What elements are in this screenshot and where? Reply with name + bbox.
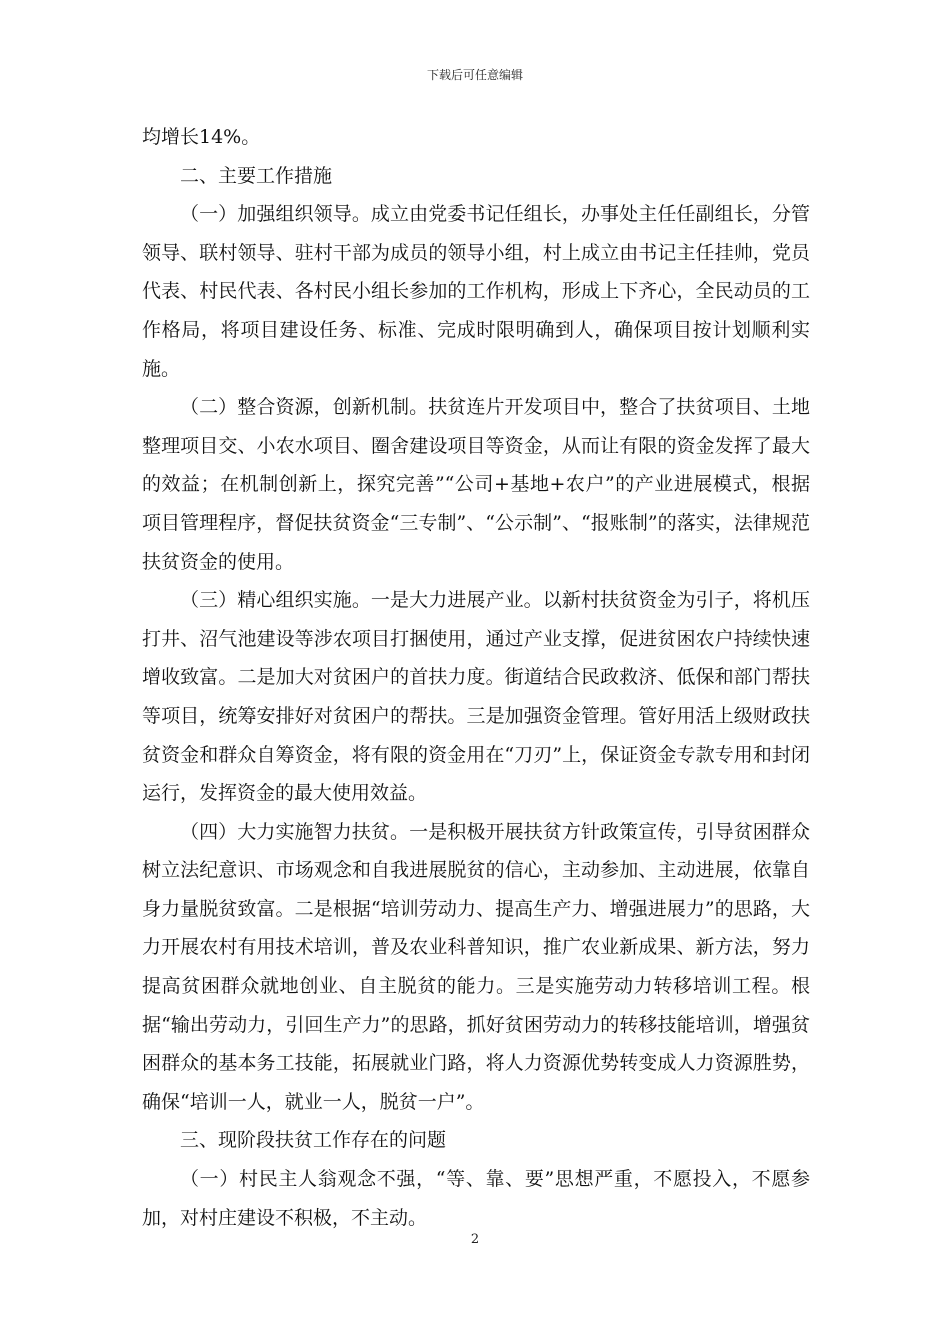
page-header: 下载后可任意编辑 — [426, 68, 523, 82]
section-heading: 二、主要工作措施 — [180, 164, 333, 187]
page-number: 2 — [470, 1232, 480, 1247]
paragraph: （三）精心组织实施。一是大力进展产业。以新村扶贫资金为引子，将机压打井、沼气池建设等涉农项目打捆使用，通过产业支撑，促进贫困农户持续快速增收致富。二是加大对贫困户的首扶力度。街道结合民政救济、低保和部门帮扶等项目，统筹安排好对贫困户的帮扶。三是加强资金管理。管好用活上级财政扶贫资金和群众自筹资金，将有限的资金用在“刀刃”上，保证资金专款专用和封闭运行，发挥资金的最大使用效益。 — [142, 589, 810, 805]
paragraph: （一）加强组织领导。成立由党委书记任组长，办事处主任任副组长，分管领导、联村领导、驻村干部为成员的领导小组，村上成立由书记主任挂帅，党员代表、村民代表、各村民小组长参加的工作机构，形成上下齐心，全民动员的工作格局，将项目建设任务、标准、完成时限明确到人，确保项目按计划顺利实施。 — [142, 203, 810, 380]
paragraph: 均增长14%。 — [142, 126, 261, 148]
paragraph: （一）村民主人翁观念不强，“等、靠、要”思想严重，不愿投入，不愿参加，对村庄建设不积极，不主动。 — [142, 1168, 810, 1229]
body-text — [142, 118, 810, 1237]
section-heading: 三、现阶段扶贫工作存在的问题 — [180, 1129, 447, 1152]
paragraph: （四）大力实施智力扶贫。一是积极开展扶贫方针政策宣传，引导贫困群众树立法纪意识、市场观念和自我进展脱贫的信心，主动参加、主动进展，依靠自身力量脱贫致富。二是根据“培训劳动力、提高生产力、增强进展力”的思路，大力开展农村有用技术培训，普及农业科普知识，推广农业新成果、新方法，努力提高贫困群众就地创业、自主脱贫的能力。三是实施劳动力转移培训工程。根据“输出劳动力，引回生产力”的思路，抓好贫困劳动力的转移技能培训，增强贫困群众的基本务工技能，拓展就业门路，将人力资源优势转变成人力资源胜势，确保“培训一人，就业一人，脱贫一户”。 — [142, 820, 810, 1113]
paragraph: （二）整合资源，创新机制。扶贫连片开发项目中，整合了扶贫项目、土地整理项目交、小农水项目、圈舍建设项目等资金，从而让有限的资金发挥了最大的效益；在机制创新上，探究完善”“公司+基地+农户”的产业进展模式，根据项目管理程序，督促扶贫资金“三专制”、“公示制”、“报账制”的落实，法律规范扶贫资金的使用。 — [142, 396, 810, 573]
